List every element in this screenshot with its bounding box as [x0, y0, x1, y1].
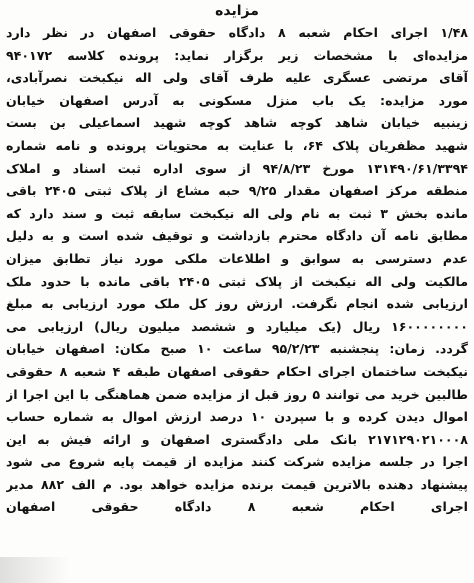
notice-line: نیکبخت ساختمان اجرای احکام حقوقی اصفهان طبقه ۴ شعبه ۸ حقوقی: [6, 363, 468, 379]
notice-line: منطقه مرکز اصفهان مقدار ۹/۲۵ حبه مشاع از پلاک ثبتی ۲۴۰۵ باقی: [6, 183, 468, 199]
notice-title: مزایده: [215, 3, 259, 19]
notice-line: مزایده‌ای با مشخصات زیر برگزار نماید: پرونده کلاسه ۹۴۰۱۷۲: [6, 47, 468, 63]
notice-line: پیشنهاد دهنده بالاترین قیمت برنده مزایده خواهد بود. م الف ۸۸۲ مدیر: [6, 476, 468, 492]
notice-line: ۱۶۰۰۰۰۰۰۰۰ ریال (یک میلیارد و ششصد میلیون ریال) ارزیابی می: [6, 318, 468, 334]
notice-line: ۲۱۷۱۲۹۰۲۱۰۰۰۸ بانک ملی دادگستری اصفهان و ارائه فیش به این: [6, 431, 468, 447]
notice-line: مالکیت ولی اله نیکبخت از پلاک ثبتی ۲۴۰۵ باقی مانده با حدود ملک: [6, 273, 468, 289]
notice-body: [6, 22, 468, 519]
notice-line: اموال دیدن کرده و با سپردن ۱۰ درصد ارزش اموال به شماره حساب: [6, 409, 468, 425]
notice-line: گردد. زمان: پنجشنبه ۹۵/۲/۲۳ ساعت ۱۰ صبح مکان: اصفهان خیابان: [6, 341, 468, 357]
notice-line: مطابق نامه آن دادگاه محترم بازداشت و توقیف شده است و به دلیل: [6, 228, 468, 244]
notice-line: اجرا در جلسه مزایده شرکت کنند مزایده از قیمت پایه شروع می شود: [6, 454, 468, 470]
scan-shadow: [0, 557, 70, 583]
notice-line: ۱۳۱۴۹۰/۶۱/۳۳۹۴ مورخ ۹۴/۸/۲۳ از سوی اداره ثبت اسناد و املاک: [6, 160, 468, 176]
notice-line: مانده بخش ۳ ثبت به نام ولی اله نیکبخت سابقه ثبت و سند دارد که: [6, 205, 468, 221]
notice-line: ارزیابی شده انجام نگرفت. ارزش روز کل ملک مورد ارزیابی به مبلغ: [6, 296, 468, 312]
notice-line: طالبین خرید می توانند ۵ روز قبل از مزایده ضمن هماهنگی با این اجرا از: [6, 386, 468, 402]
notice-line: زینبیه خیابان شاهد کوچه شاهد کوچه شهید اسماعیلی بن بست: [6, 115, 468, 131]
notice-line: آقای مرتضی عسگری علیه طرف آقای ولی اله نیکبخت نصرآبادی،: [6, 70, 468, 86]
notice-line: ۱/۴۸ اجرای احکام شعبه ۸ دادگاه حقوقی اصفهان در نظر دارد: [6, 25, 468, 40]
notice-line: مورد مزایده: یک باب منزل مسکونی به آدرس اصفهان خیابان: [6, 92, 468, 108]
notice-line: عدم دسترسی به سوابق و اطلاعات ملکی مورد نیاز تطابق میزان: [6, 250, 468, 266]
notice-line: شهید مظفریان پلاک ۶۴، با عنایت به محتویات پرونده و نامه شماره: [6, 137, 468, 153]
notice-line: اجرای احکام شعبه ۸ دادگاه حقوقی اصفهان: [6, 499, 468, 515]
